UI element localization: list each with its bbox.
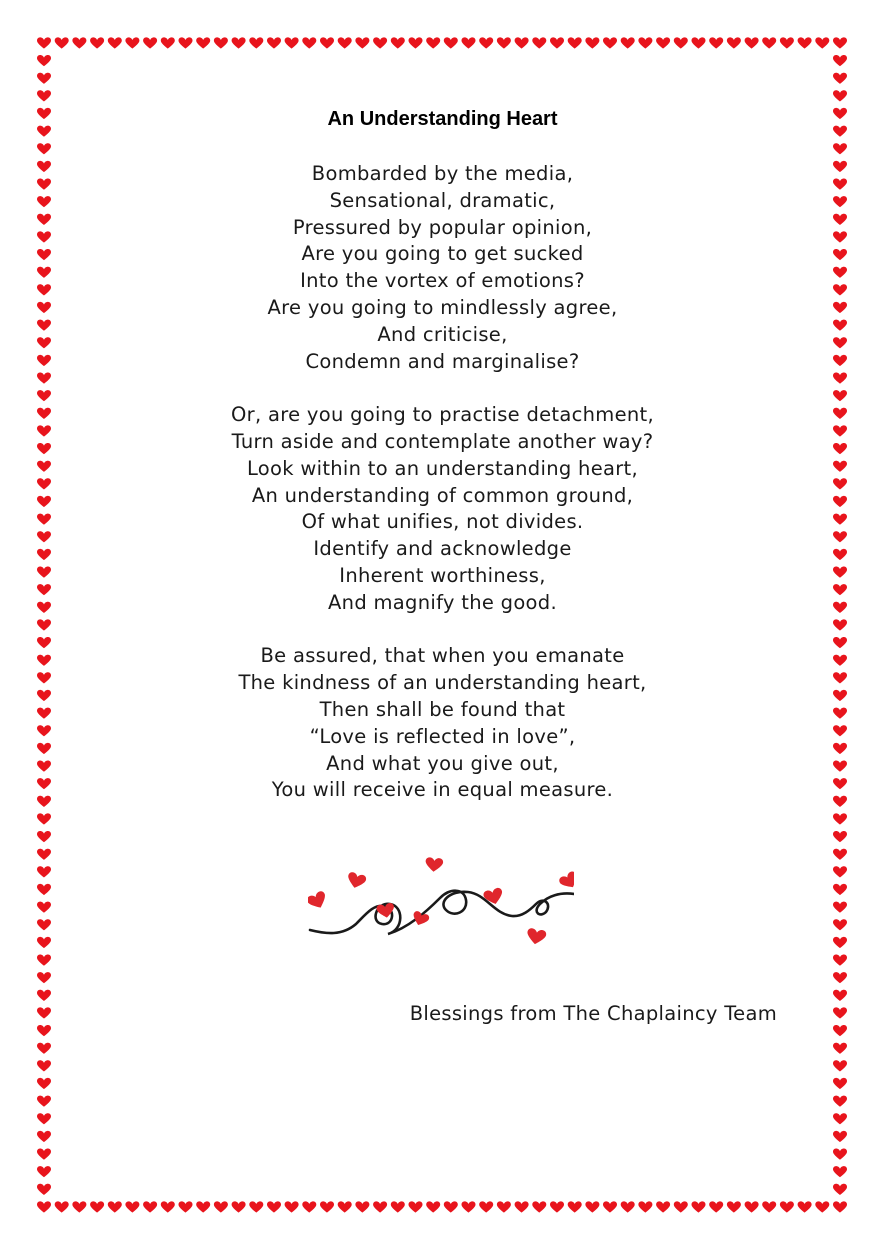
border-heart-icon (833, 1060, 847, 1071)
poem-line: And magnify the good. (328, 590, 557, 614)
border-heart-icon (302, 1201, 316, 1212)
border-heart-icon (585, 37, 599, 48)
border-heart-icon (833, 972, 847, 983)
border-heart-icon (37, 1184, 51, 1195)
border-heart-icon (373, 37, 387, 48)
border-heart-icon (72, 37, 86, 48)
border-heart-icon (232, 1201, 246, 1212)
border-heart-icon (621, 37, 635, 48)
border-heart-icon (568, 37, 582, 48)
border-heart-icon (638, 1201, 652, 1212)
decoration-heart-icon (425, 857, 444, 872)
border-heart-icon (833, 73, 847, 84)
border-heart-icon (656, 37, 670, 48)
border-heart-icon (692, 1201, 706, 1212)
border-heart-icon (37, 831, 51, 842)
border-heart-icon (37, 1007, 51, 1018)
poem-line: And what you give out, (326, 751, 559, 775)
border-heart-icon (497, 37, 511, 48)
border-heart-icon (37, 1060, 51, 1071)
poem-line: Are you going to mindlessly agree, (267, 295, 618, 319)
border-heart-icon (37, 1149, 51, 1160)
border-heart-icon (780, 37, 794, 48)
border-heart-icon (72, 1201, 86, 1212)
stanza-3 (0, 643, 885, 804)
poem-line: Look within to an understanding heart, (246, 456, 639, 480)
border-heart-icon (90, 1201, 104, 1212)
border-heart-icon (37, 955, 51, 966)
poem-line: Bombarded by the media, (311, 162, 574, 185)
border-heart-icon (37, 55, 51, 66)
signoff: Blessings from The Chaplaincy Team (409, 1002, 777, 1025)
border-heart-icon (37, 884, 51, 895)
border-heart-icon (550, 1201, 564, 1212)
poem-line: Pressured by popular opinion, (292, 215, 593, 239)
border-heart-icon (621, 1201, 635, 1212)
border-heart-icon (833, 919, 847, 930)
border-heart-icon (833, 90, 847, 101)
border-heart-icon (833, 1166, 847, 1177)
border-heart-icon (391, 37, 405, 48)
border-heart-icon (833, 1113, 847, 1124)
border-heart-icon (479, 37, 493, 48)
poem-line: Then shall be found that (319, 697, 566, 721)
poem-line: “Love is reflected in love”, (309, 724, 576, 748)
border-heart-icon (833, 955, 847, 966)
border-heart-icon (833, 1184, 847, 1195)
border-heart-icon (745, 37, 759, 48)
border-heart-icon (692, 37, 706, 48)
border-heart-icon (833, 1149, 847, 1160)
poem-line: And criticise, (377, 322, 508, 346)
border-heart-icon (232, 37, 246, 48)
border-heart-icon (55, 37, 69, 48)
border-heart-icon (179, 1201, 193, 1212)
border-heart-icon (833, 143, 847, 154)
border-heart-icon (833, 1201, 847, 1212)
poem-line: Turn aside and contemplate another way? (231, 429, 654, 453)
poem-body (0, 161, 885, 831)
stanza-2 (0, 402, 885, 616)
border-heart-icon (515, 37, 529, 48)
hearts-string-decoration (308, 852, 574, 954)
string-line-icon (310, 891, 574, 934)
poem-line: Or, are you going to practise detachment, (231, 403, 654, 427)
border-heart-icon (833, 990, 847, 1001)
border-heart-icon (37, 1096, 51, 1107)
border-heart-icon (656, 1201, 670, 1212)
stanza-1 (0, 161, 885, 375)
poem-line: You will receive in equal measure. (271, 778, 614, 802)
border-heart-icon (833, 902, 847, 913)
border-heart-icon (833, 1025, 847, 1036)
border-heart-icon (179, 37, 193, 48)
decoration-heart-icon (411, 910, 431, 928)
border-heart-icon (196, 37, 210, 48)
border-heart-icon (727, 37, 741, 48)
border-heart-icon (161, 37, 175, 48)
border-heart-icon (143, 37, 157, 48)
border-heart-icon (196, 1201, 210, 1212)
border-heart-icon (391, 1201, 405, 1212)
border-heart-icon (798, 1201, 812, 1212)
border-heart-icon (674, 37, 688, 48)
poem-line: Inherent worthiness, (339, 563, 546, 587)
border-heart-icon (462, 1201, 476, 1212)
decoration-heart-icon (308, 890, 329, 912)
border-heart-icon (285, 1201, 299, 1212)
decoration-heart-icon (483, 887, 505, 906)
border-heart-icon (37, 1201, 51, 1212)
border-heart-icon (302, 37, 316, 48)
border-heart-icon (497, 1201, 511, 1212)
border-heart-icon (37, 37, 51, 48)
border-heart-icon (409, 37, 423, 48)
border-heart-icon (37, 1131, 51, 1142)
border-heart-icon (37, 1043, 51, 1054)
border-heart-icon (355, 37, 369, 48)
border-heart-icon (214, 37, 228, 48)
border-heart-icon (37, 849, 51, 860)
border-heart-icon (37, 90, 51, 101)
border-heart-icon (373, 1201, 387, 1212)
border-heart-icon (762, 1201, 776, 1212)
border-heart-icon (833, 55, 847, 66)
border-heart-icon (603, 1201, 617, 1212)
border-heart-icon (108, 1201, 122, 1212)
poem-line: The kindness of an understanding heart, (238, 671, 647, 695)
border-heart-icon (532, 1201, 546, 1212)
border-heart-icon (338, 1201, 352, 1212)
border-heart-icon (780, 1201, 794, 1212)
border-heart-icon (90, 37, 104, 48)
border-heart-icon (125, 37, 139, 48)
border-heart-icon (285, 37, 299, 48)
border-heart-icon (833, 37, 847, 48)
border-heart-icon (833, 1043, 847, 1054)
border-heart-icon (833, 1007, 847, 1018)
border-heart-icon (249, 37, 263, 48)
border-heart-icon (320, 37, 334, 48)
border-heart-icon (815, 37, 829, 48)
border-heart-icon (798, 37, 812, 48)
border-heart-icon (444, 37, 458, 48)
border-heart-icon (37, 1166, 51, 1177)
poem-line: Into the vortex of emotions? (300, 269, 585, 293)
border-heart-icon (37, 73, 51, 84)
border-heart-icon (603, 37, 617, 48)
border-heart-icon (267, 37, 281, 48)
border-heart-icon (320, 1201, 334, 1212)
poem-line: An understanding of common ground, (251, 483, 634, 507)
decoration-heart-icon (346, 871, 367, 890)
border-heart-icon (426, 37, 440, 48)
border-heart-icon (833, 849, 847, 860)
decoration-heart-icon (558, 870, 574, 892)
border-heart-icon (37, 1025, 51, 1036)
border-heart-icon (833, 831, 847, 842)
border-heart-icon (37, 902, 51, 913)
border-heart-icon (409, 1201, 423, 1212)
border-heart-icon (568, 1201, 582, 1212)
border-heart-icon (515, 1201, 529, 1212)
border-heart-icon (338, 37, 352, 48)
poem-line: Be assured, that when you emanate (260, 644, 625, 668)
border-heart-icon (745, 1201, 759, 1212)
border-heart-icon (444, 1201, 458, 1212)
poem-line: Are you going to get sucked (301, 242, 584, 266)
border-heart-icon (37, 1113, 51, 1124)
border-heart-icon (37, 990, 51, 1001)
border-heart-icon (833, 884, 847, 895)
border-heart-icon (532, 37, 546, 48)
border-heart-icon (833, 1078, 847, 1089)
border-heart-icon (249, 1201, 263, 1212)
border-heart-icon (37, 866, 51, 877)
border-heart-icon (638, 37, 652, 48)
poem-line: Sensational, dramatic, (329, 188, 556, 212)
border-heart-icon (585, 1201, 599, 1212)
border-heart-icon (37, 919, 51, 930)
border-heart-icon (479, 1201, 493, 1212)
border-heart-icon (833, 937, 847, 948)
border-heart-icon (37, 937, 51, 948)
poem-line: Identify and acknowledge (313, 537, 572, 561)
poem-line: Condemn and marginalise? (305, 349, 580, 373)
border-heart-icon (709, 37, 723, 48)
border-heart-icon (833, 1131, 847, 1142)
decoration-heart-icon (526, 928, 547, 946)
border-heart-icon (108, 37, 122, 48)
border-heart-icon (462, 37, 476, 48)
border-heart-icon (37, 143, 51, 154)
border-heart-icon (125, 1201, 139, 1212)
border-heart-icon (674, 1201, 688, 1212)
border-heart-icon (833, 866, 847, 877)
border-heart-icon (161, 1201, 175, 1212)
border-heart-icon (55, 1201, 69, 1212)
border-heart-icon (267, 1201, 281, 1212)
border-heart-icon (214, 1201, 228, 1212)
poem-title: An Understanding Heart (327, 108, 558, 130)
border-heart-icon (143, 1201, 157, 1212)
border-heart-icon (550, 37, 564, 48)
border-heart-icon (355, 1201, 369, 1212)
border-heart-icon (833, 1096, 847, 1107)
border-heart-icon (815, 1201, 829, 1212)
border-heart-icon (762, 37, 776, 48)
border-heart-icon (709, 1201, 723, 1212)
border-heart-icon (426, 1201, 440, 1212)
border-heart-icon (37, 1078, 51, 1089)
poem-line: Of what unifies, not divides. (301, 510, 584, 534)
border-heart-icon (727, 1201, 741, 1212)
border-heart-icon (37, 972, 51, 983)
